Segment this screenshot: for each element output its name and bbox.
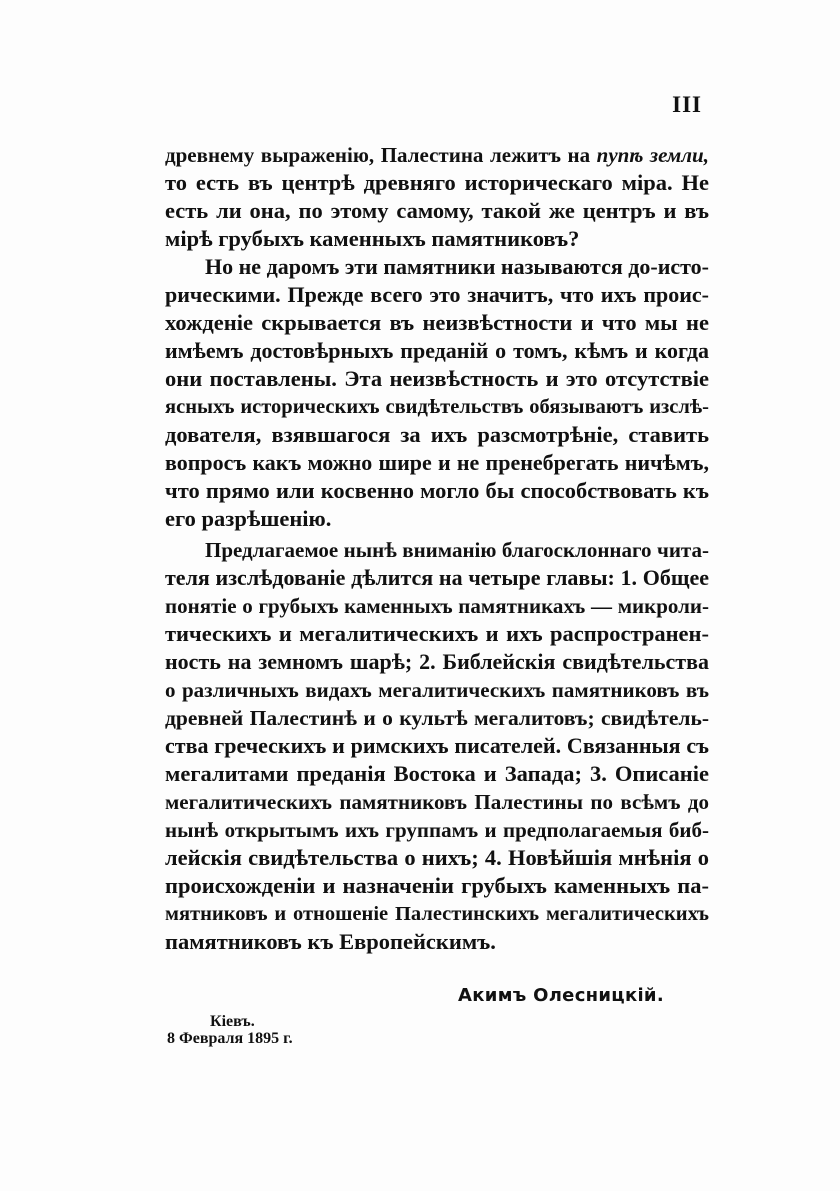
text-line: рическими. Прежде всего это значитъ, что ихъ проис-: [165, 282, 709, 307]
text-line: что прямо или косвенно могло бы способствовать къ: [165, 478, 709, 503]
text-line: дователя, взявшагося за ихъ разсмотрѣніе, ставить: [165, 422, 709, 447]
text-line: теля изслѣдованіе дѣлится на четыре главы: 1. Общее: [165, 565, 709, 590]
text-line: древней Палестинѣ и о культѣ мегалитовъ; свидѣтель-: [165, 706, 709, 730]
text-line: происхожденіи и назначеніи грубыхъ каменныхъ па-: [165, 873, 709, 898]
text-line: есть ли она, по этому самому, такой же центръ и въ: [165, 198, 709, 223]
text-line: ясныхъ историческихъ свидѣтельствъ обязываютъ изслѣ-: [165, 396, 709, 418]
text-line: мегалитами преданія Востока и Запада; 3. Описаніе: [165, 761, 709, 786]
text-line: памятниковъ къ Европейскимъ.: [165, 929, 496, 954]
text-line: лейскія свидѣтельства о нихъ; 4. Новѣйшія мнѣнія о: [165, 845, 709, 870]
text-line: его разрѣшенію.: [165, 506, 332, 531]
page-number: III: [672, 92, 702, 117]
text-line: о различныхъ видахъ мегалитическихъ памятниковъ въ: [165, 678, 709, 702]
author-signature: Акимъ Олесницкій.: [458, 985, 664, 1006]
text-line: мятниковъ и отношеніе Палестинскихъ мегалитическихъ: [165, 903, 709, 925]
text-line: мегалитическихъ памятниковъ Палестины по всѣмъ до: [165, 790, 709, 814]
text-line: то есть въ центрѣ древняго историческаго міра. Не: [165, 170, 709, 195]
text-line: ность на земномъ шарѣ; 2. Библейскія свидѣтельства: [165, 649, 709, 674]
text-line: вопросъ какъ можно шире и не пренебрегать ничѣмъ,: [165, 450, 709, 475]
text-line: мірѣ грубыхъ каменныхъ памятниковъ?: [165, 226, 580, 251]
italic-phrase: пупѣ земли,: [596, 143, 709, 167]
text-line: Но не даромъ эти памятники называются до-исто-: [205, 254, 709, 279]
text-line: понятіе о грубыхъ каменныхъ памятникахъ — микроли-: [165, 594, 709, 618]
text-line: имѣемъ достовѣрныхъ преданій о томъ, кѣмъ и когда: [165, 338, 709, 363]
date-line: 8 Февраля 1895 г.: [167, 1030, 293, 1047]
text-line: тическихъ и мегалитическихъ и ихъ распространен-: [165, 621, 709, 646]
text-line: ства греческихъ и римскихъ писателей. Связанныя съ: [165, 733, 709, 758]
text-line: нынѣ открытымъ ихъ группамъ и предполагаемыя биб-: [165, 818, 709, 842]
text-line: они поставлены. Эта неизвѣстность и это отсутствіе: [165, 366, 709, 391]
place-line: Кіевъ.: [210, 1013, 255, 1030]
text-line: [165, 141, 709, 169]
text-line: хожденіе скрывается въ неизвѣстности и что мы не: [165, 310, 709, 335]
text-line: Предлагаемое нынѣ вниманію благосклоннаго чита-: [205, 538, 709, 562]
text-span: древнему выраженію, Палестина лежитъ на: [165, 143, 597, 167]
